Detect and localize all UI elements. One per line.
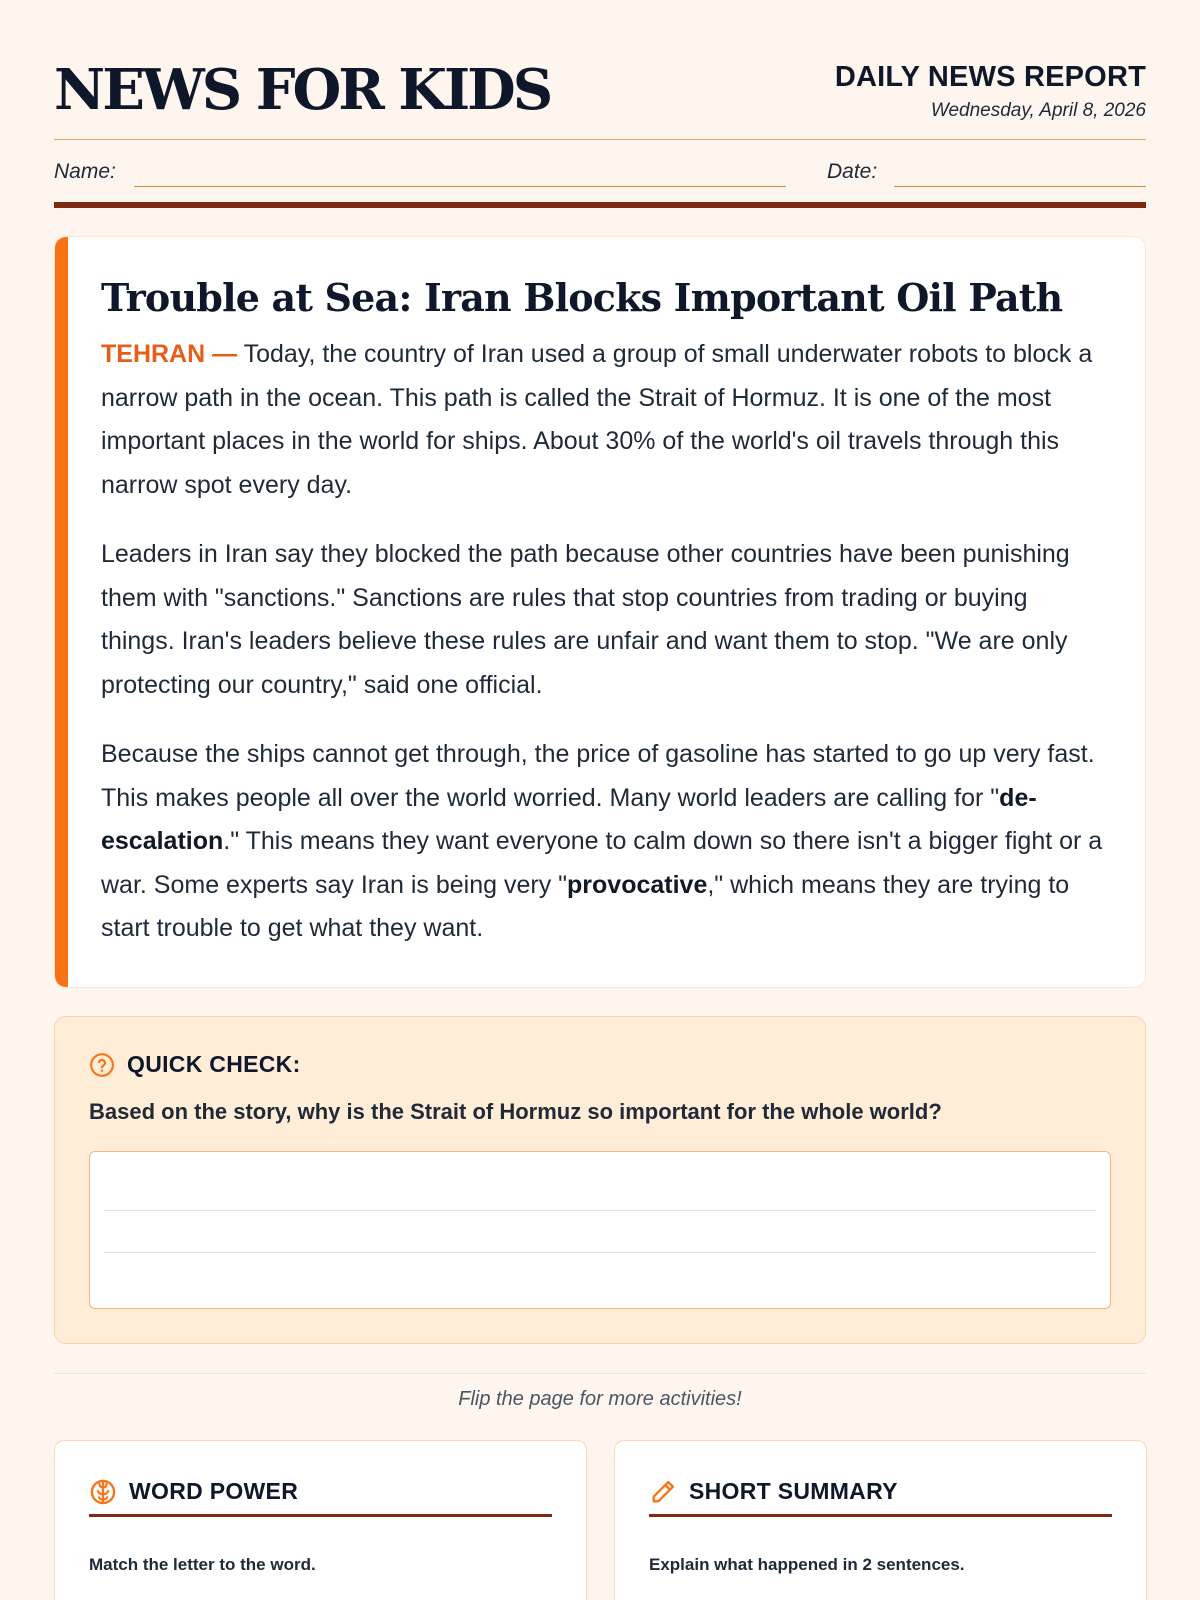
name-label: Name: [54,160,116,183]
name-date-row [54,150,1146,190]
article-paragraph-1 [101,333,1105,507]
word-power-card [54,1440,587,1600]
paragraph-text: Today, the country of Iran used a group of small underwater robots to block a narrow path in the ocean. This path is called the Strait of Hormuz. It is one of the most important places in the world for ships. About 30% of the world's oil travels through this narrow spot every day. [101,340,1093,499]
vocab-word-de-escalation: de-escalation [101,783,1037,855]
quick-check-section [54,1016,1146,1344]
short-summary-header [649,1475,1112,1517]
paragraph-text: ," which means they are trying to start trouble to get what they want. [101,870,1070,942]
masthead-divider [54,202,1146,208]
report-date: Wednesday, April 8, 2026 [930,99,1146,121]
flip-page-note: Flip the page for more activities! [458,1388,742,1410]
masthead [54,56,1146,140]
word-power-title: WORD POWER [129,1478,299,1504]
article-card [54,236,1146,988]
answer-line [104,1210,1096,1211]
report-info [835,60,1146,122]
article-headline: Trouble at Sea: Iran Blocks Important Oil Path [101,275,1063,320]
name-field[interactable] [134,186,786,187]
question-circle-icon [89,1052,115,1078]
short-summary-instruction: Explain what happened in 2 sentences. [649,1555,965,1574]
quick-check-header [89,1051,301,1078]
quick-check-question: Based on the story, why is the Strait of Hormuz so important for the whole world? [89,1099,942,1124]
article-accent-bar [55,237,68,987]
section-divider [54,1373,1146,1374]
article-paragraph-3 [101,733,1105,951]
quick-check-title: QUICK CHECK: [127,1051,301,1077]
vocab-word-provocative: provocative [567,870,708,899]
word-power-header [89,1475,552,1517]
quick-check-answer-box[interactable] [89,1151,1111,1309]
pencil-icon [649,1478,677,1506]
paragraph-text: Because the ships cannot get through, the price of gasoline has started to go up very fast. This makes people all over the world worried. Many world leaders are calling for " [101,740,1095,812]
report-title: DAILY NEWS REPORT [834,61,1146,93]
brand-logo: NEWS FOR KIDS [54,57,551,123]
word-power-instruction: Match the letter to the word. [89,1555,316,1574]
date-field[interactable] [894,186,1146,187]
paragraph-text: ." This means they want everyone to calm down so there isn't a bigger fight or a war. Some experts say Iran is being very " [101,827,1103,899]
brain-icon [89,1478,117,1506]
short-summary-card [614,1440,1147,1600]
short-summary-title: SHORT SUMMARY [689,1478,898,1504]
answer-line [104,1252,1096,1253]
date-label: Date: [827,160,878,183]
dateline: TEHRAN — [101,340,238,368]
article-body [101,333,1105,977]
article-paragraph-2: Leaders in Iran say they blocked the path because other countries have been punishing them with "sanctions." Sanctions are rules that stop countries from trading or buying things. Iran's leaders believe these rules are unfair and want them to stop. "We are only protecting our country," said one official. [101,540,1070,699]
